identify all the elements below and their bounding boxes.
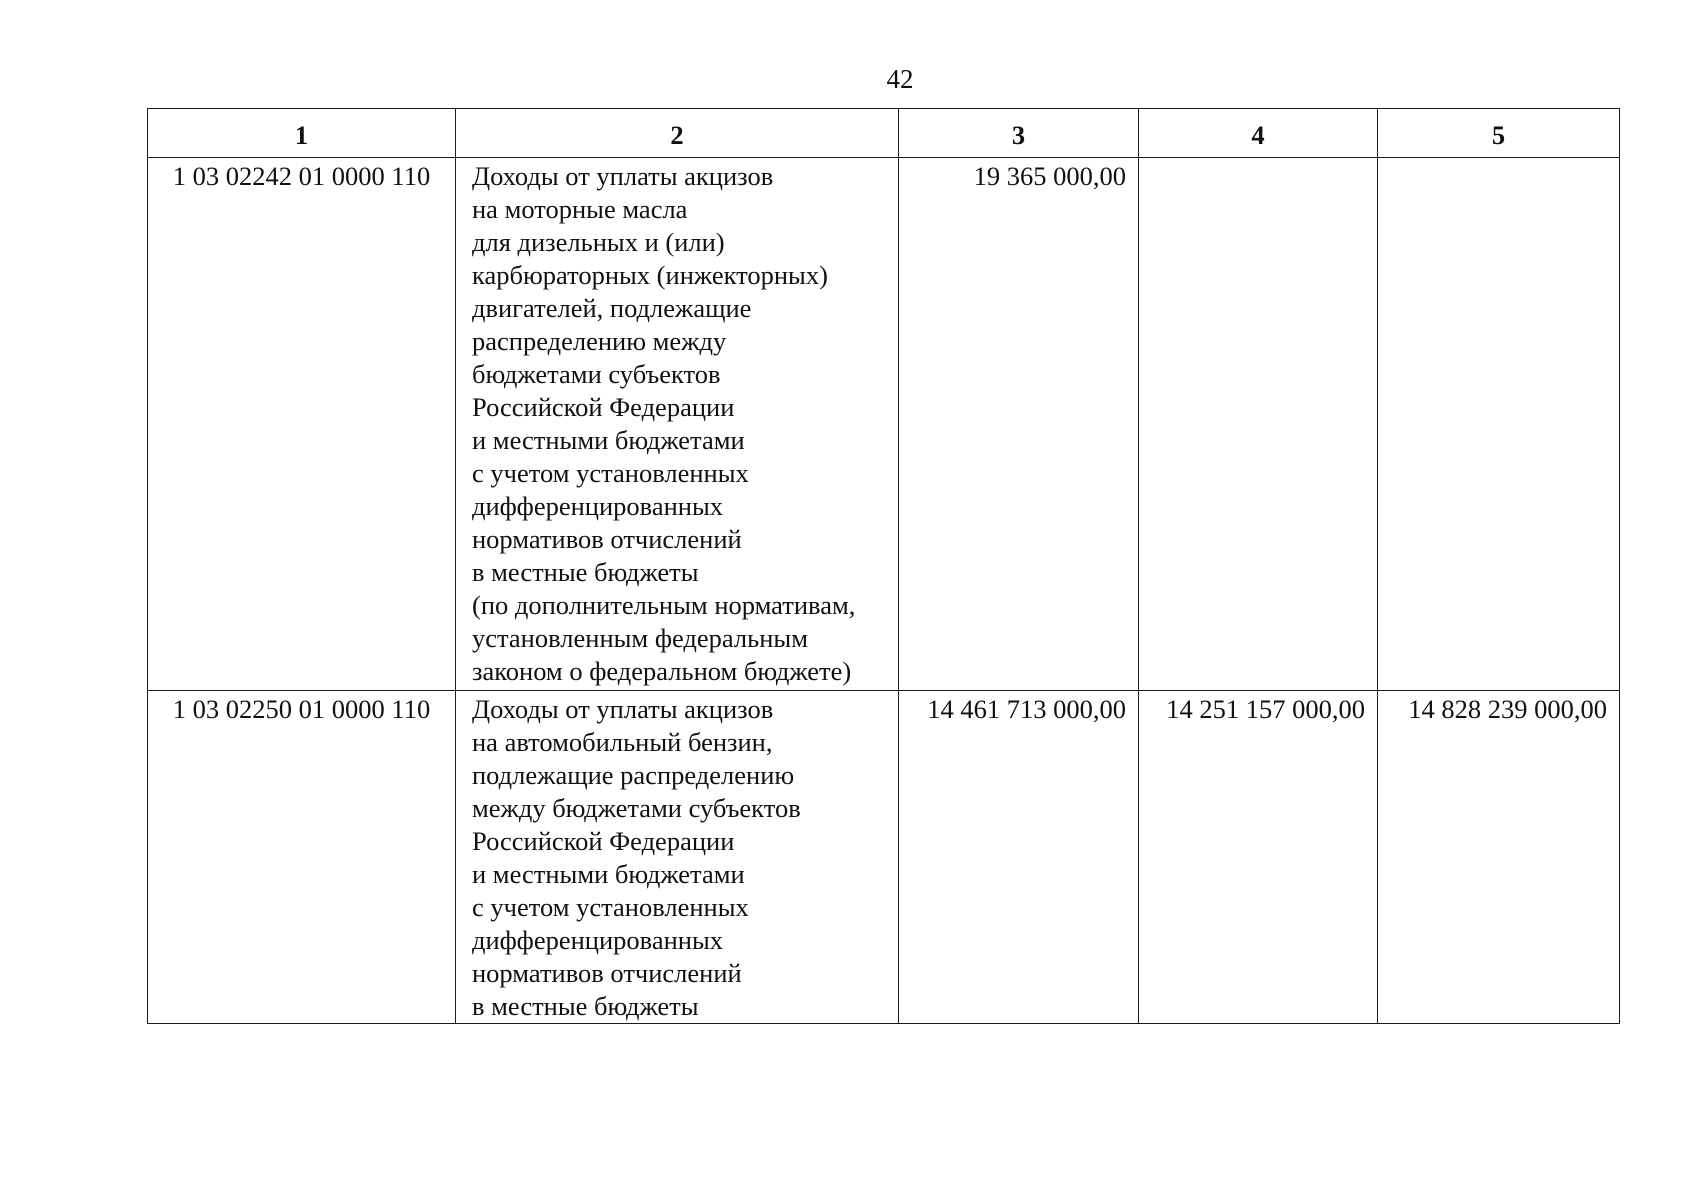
description-line: с учетом установленных: [472, 892, 749, 922]
description-line: на моторные масла: [472, 194, 688, 224]
description-line: Доходы от уплаты акцизов: [472, 161, 774, 191]
description-line: (по дополнительным нормативам,: [472, 590, 856, 620]
description-line: между бюджетами субъектов: [472, 793, 801, 823]
description-line: на автомобильный бензин,: [472, 727, 773, 757]
header-col-5: 5: [1378, 109, 1620, 158]
description-line: в местные бюджеты: [472, 991, 699, 1021]
description-line: в местные бюджеты: [472, 557, 699, 587]
header-col-4: 4: [1139, 109, 1378, 158]
description-line: для дизельных и (или): [472, 227, 725, 257]
page-number: 42: [886, 64, 914, 94]
description-line: карбюраторных (инжекторных): [472, 260, 828, 290]
description-cell: [456, 691, 899, 1024]
description-line: дифференцированных: [472, 925, 724, 955]
description-line: с учетом установленных: [472, 458, 749, 488]
description-line: нормативов отчислений: [472, 958, 742, 988]
description-line: бюджетами субъектов: [472, 359, 721, 389]
table-row: [148, 158, 1620, 691]
amount-col-3-cell: 19 365 000,00: [899, 158, 1139, 691]
description-line: дифференцированных: [472, 491, 724, 521]
description-line: и местными бюджетами: [472, 425, 745, 455]
amount-col-4-cell: [1139, 158, 1378, 691]
header-col-3: 3: [899, 109, 1139, 158]
amount-col-5-cell: [1378, 158, 1620, 691]
description-line: и местными бюджетами: [472, 859, 745, 889]
description-line: установленным федеральным: [472, 623, 808, 653]
description-cell: [456, 158, 899, 691]
description-line: Доходы от уплаты акцизов: [472, 694, 774, 724]
header-col-2: 2: [456, 109, 899, 158]
table-row: [148, 691, 1620, 1024]
description-line: Российской Федерации: [472, 826, 735, 856]
description-line: Российской Федерации: [472, 392, 735, 422]
budget-code-cell: 1 03 02242 01 0000 110: [148, 158, 456, 691]
budget-code-cell: 1 03 02250 01 0000 110: [148, 691, 456, 1024]
description-line: законом о федеральном бюджете): [472, 656, 852, 686]
amount-col-4-cell: 14 251 157 000,00: [1139, 691, 1378, 1024]
amount-col-3-cell: 14 461 713 000,00: [899, 691, 1139, 1024]
description-line: нормативов отчислений: [472, 524, 742, 554]
table-header-row: [148, 109, 1620, 158]
revenue-table: [147, 108, 1620, 1024]
amount-col-5-cell: 14 828 239 000,00: [1378, 691, 1620, 1024]
description-line: двигателей, подлежащие: [472, 293, 752, 323]
description-line: распределению между: [472, 326, 727, 356]
header-col-1: 1: [148, 109, 456, 158]
description-line: подлежащие распределению: [472, 760, 795, 790]
